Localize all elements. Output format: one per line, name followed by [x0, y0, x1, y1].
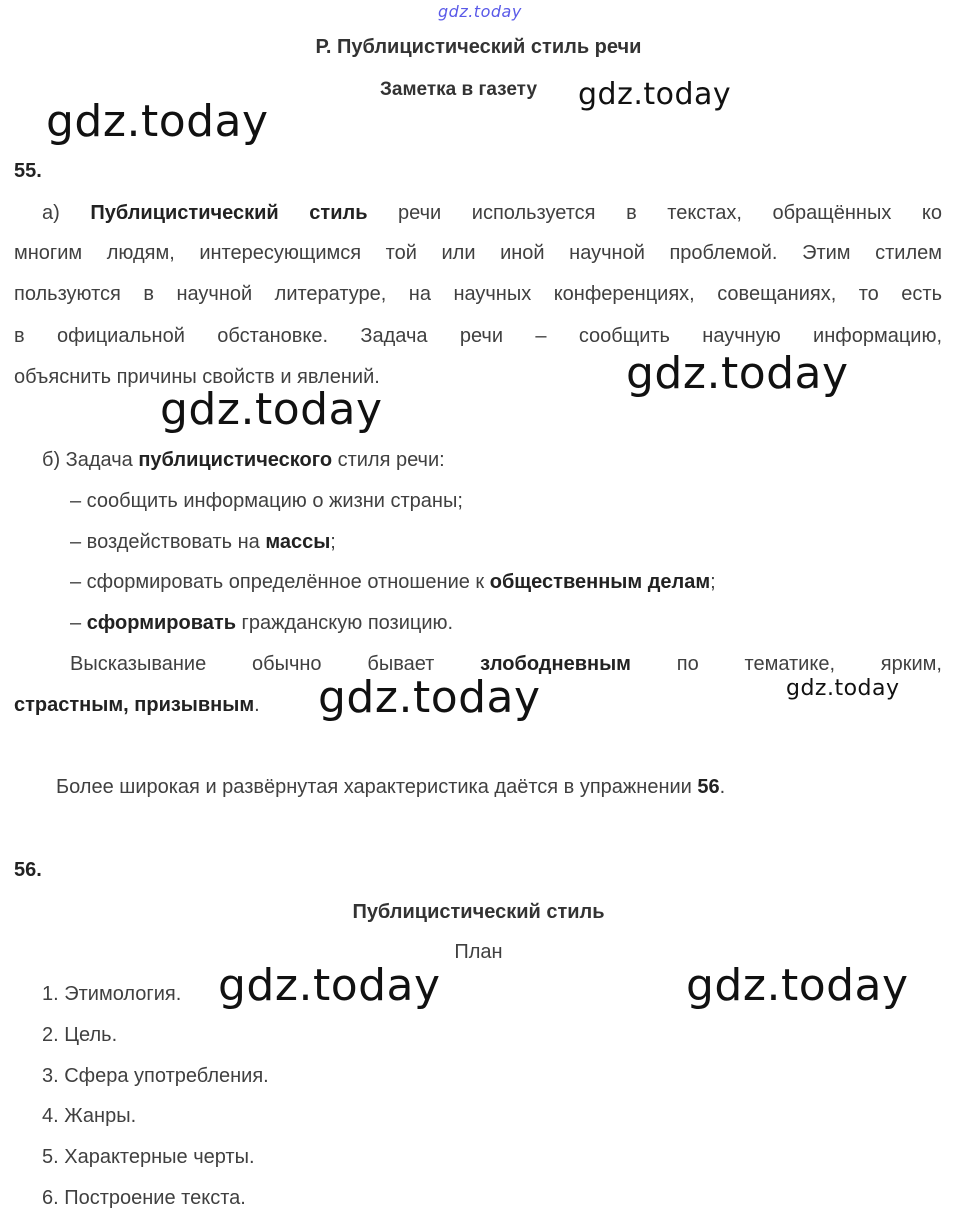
- text: –: [70, 612, 87, 634]
- text: по тематике, ярким,: [630, 653, 942, 675]
- watermark: gdz.today: [626, 348, 849, 399]
- watermark: gdz.today: [160, 384, 383, 435]
- exercise-note: [56, 776, 725, 799]
- term-bold: Публицистический стиль: [90, 202, 368, 224]
- plan-label: План: [454, 941, 503, 963]
- watermark-top: gdz.today: [438, 2, 522, 21]
- text: Более широкая и развёрнутая характеристика даётся в упражнении: [56, 776, 698, 798]
- text: стиля речи:: [332, 449, 445, 471]
- term-bold: злободневным: [480, 653, 631, 675]
- text: ;: [330, 531, 336, 553]
- exercise-number: 56.: [14, 859, 42, 881]
- term-bold: страстным: [14, 694, 124, 716]
- paragraph-a-line4: в официальной обстановке. Задача речи – сообщить научную информацию,: [14, 325, 942, 347]
- term-bold: массы: [265, 531, 331, 553]
- plan-item: 1. Этимология.: [42, 983, 182, 1005]
- section-subtitle: Заметка в газету: [380, 79, 538, 100]
- text: ,: [123, 694, 135, 716]
- text: Высказывание обычно бывает: [70, 653, 481, 675]
- plan-item: 2. Цель.: [42, 1024, 118, 1046]
- watermark: gdz.today: [578, 77, 732, 112]
- watermark: gdz.today: [218, 960, 441, 1011]
- item-marker: а): [42, 202, 91, 224]
- paragraph-b-intro: [42, 449, 445, 472]
- text: речи используется в текстах, обращённых ко: [367, 202, 942, 224]
- paragraph-a-line3: пользуются в научной литературе, на научных конференциях, совещаниях, то есть: [14, 283, 942, 305]
- watermark: gdz.today: [686, 960, 909, 1011]
- watermark: gdz.today: [46, 96, 269, 147]
- plan-item: 3. Сфера употребления.: [42, 1065, 269, 1087]
- term-bold: публицистического: [138, 449, 333, 471]
- text: .: [719, 776, 726, 798]
- plan-item: 6. Построение текста.: [42, 1187, 246, 1209]
- term-bold: 56: [697, 776, 720, 798]
- list-item: – сообщить информацию о жизни страны;: [70, 490, 463, 512]
- text: гражданскую позицию.: [235, 612, 454, 634]
- text: – сформировать определённое отношение к: [70, 571, 490, 593]
- paragraph-a-line1: [14, 202, 942, 225]
- paragraph-a-line5: объяснить причины свойств и явлений.: [14, 366, 380, 388]
- text: ;: [710, 571, 716, 593]
- watermark: gdz.today: [318, 672, 541, 723]
- watermark: gdz.today: [786, 676, 900, 701]
- term-bold: сформировать: [86, 612, 236, 634]
- plan-item: 4. Жанры.: [42, 1105, 137, 1127]
- paragraph-a: [14, 202, 942, 225]
- statement-line1: [70, 653, 942, 676]
- list-item: [70, 531, 336, 554]
- exercise-title: Публицистический стиль: [352, 901, 605, 923]
- term-bold: призывным: [134, 694, 255, 716]
- list-item: [70, 612, 453, 635]
- paragraph-a-line2: многим людям, интересующимся той или иной научной проблемой. Этим стилем: [14, 242, 942, 264]
- plan-item: 5. Характерные черты.: [42, 1146, 255, 1168]
- term-bold: общественным делам: [489, 571, 711, 593]
- exercise-number: 55.: [14, 160, 42, 182]
- list-item: [70, 571, 716, 594]
- statement-line2: [14, 694, 260, 717]
- text: .: [254, 694, 260, 716]
- section-title: Р. Публицистический стиль речи: [315, 36, 642, 58]
- text: б) Задача: [42, 449, 139, 471]
- text: – воздействовать на: [70, 531, 266, 553]
